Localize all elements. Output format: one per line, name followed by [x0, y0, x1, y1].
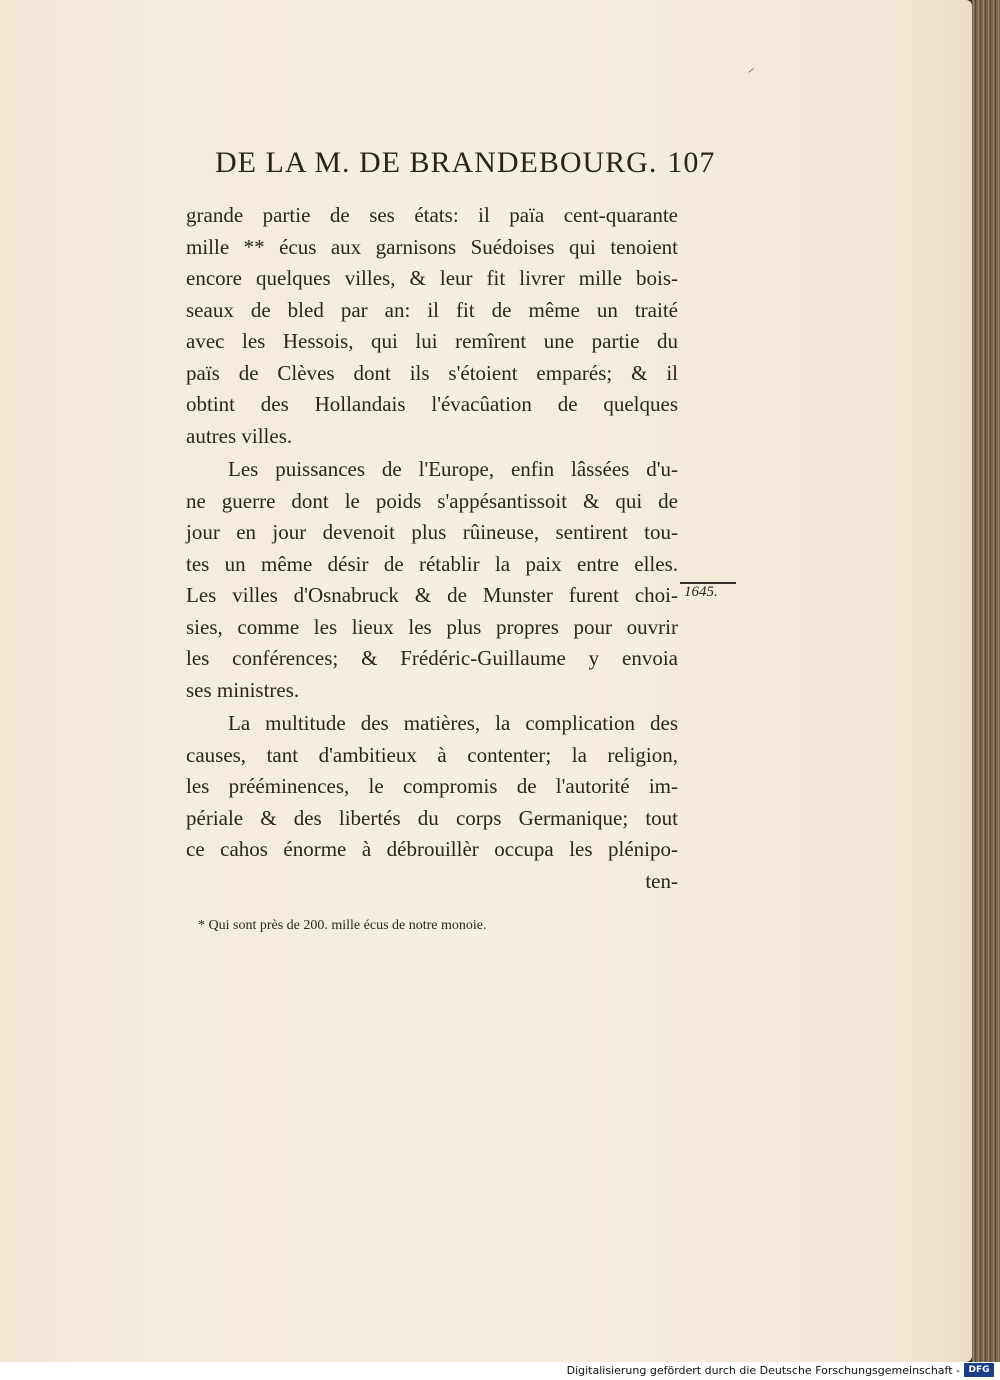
- text-line: mille ** écus aux garnisons Suédoises qui tenoient: [186, 234, 678, 259]
- margin-note-year: 1645.: [684, 584, 718, 600]
- text-line: sies, comme les lieux les plus propres pour ouvrir: [186, 614, 678, 639]
- running-header: [215, 146, 716, 180]
- text-line: ce cahos énorme à débrouillèr occupa les plénipo-: [186, 837, 678, 861]
- running-title: DE LA M. DE BRANDEBOURG.: [215, 146, 658, 179]
- text-line: grande partie de ses états: il païa cent-quarante: [186, 203, 678, 227]
- digitization-credit: Digitalisierung gefördert durch die Deutsche Forschungsgemeinschaft -: [566, 1364, 960, 1377]
- text-line: avec les Hessois, qui lui remîrent une partie du: [186, 329, 678, 353]
- text-line: païs de Clèves dont ils s'étoient emparés; & il: [186, 360, 678, 385]
- text-line: les prééminences, le compromis de l'autorité im-: [186, 774, 678, 798]
- text-line: les conférences; & Frédéric-Guillaume y envoia: [186, 646, 678, 670]
- text-line: ne guerre dont le poids s'appésantissoit & qui de: [186, 488, 678, 513]
- dfg-logo: DFG: [964, 1363, 994, 1377]
- body-text: [186, 200, 678, 897]
- footnote: * Qui sont près de 200. mille écus de notre monoie.: [198, 918, 487, 933]
- text-line: périale & des libertés du corps Germanique; tout: [186, 805, 678, 830]
- text-line: Les puissances de l'Europe, enfin lâssées d'u-: [228, 457, 678, 481]
- text-line: causes, tant d'ambitieux à contenter; la religion,: [186, 742, 678, 767]
- text-line: autres villes.: [186, 423, 293, 448]
- text-line: jour en jour devenoit plus rûineuse, sentirent tou-: [186, 520, 678, 544]
- text-line: La multitude des matières, la complication des: [228, 711, 678, 735]
- text-line: encore quelques villes, & leur fit livrer mille bois-: [186, 266, 678, 290]
- text-line: obtint des Hollandais l'évacûation de quelques: [186, 392, 678, 416]
- catchword: ten-: [645, 868, 678, 893]
- text-line: ses ministres.: [186, 677, 300, 702]
- text-line: seaux de bled par an: il fit de même un traité: [186, 297, 678, 322]
- text-line: Les villes d'Osnabruck & de Munster furent choi-: [186, 583, 678, 607]
- text-line: tes un même désir de rétablir la paix entre elles.: [186, 551, 678, 576]
- page-number: 107: [667, 146, 716, 179]
- page-edge: [972, 0, 1000, 1362]
